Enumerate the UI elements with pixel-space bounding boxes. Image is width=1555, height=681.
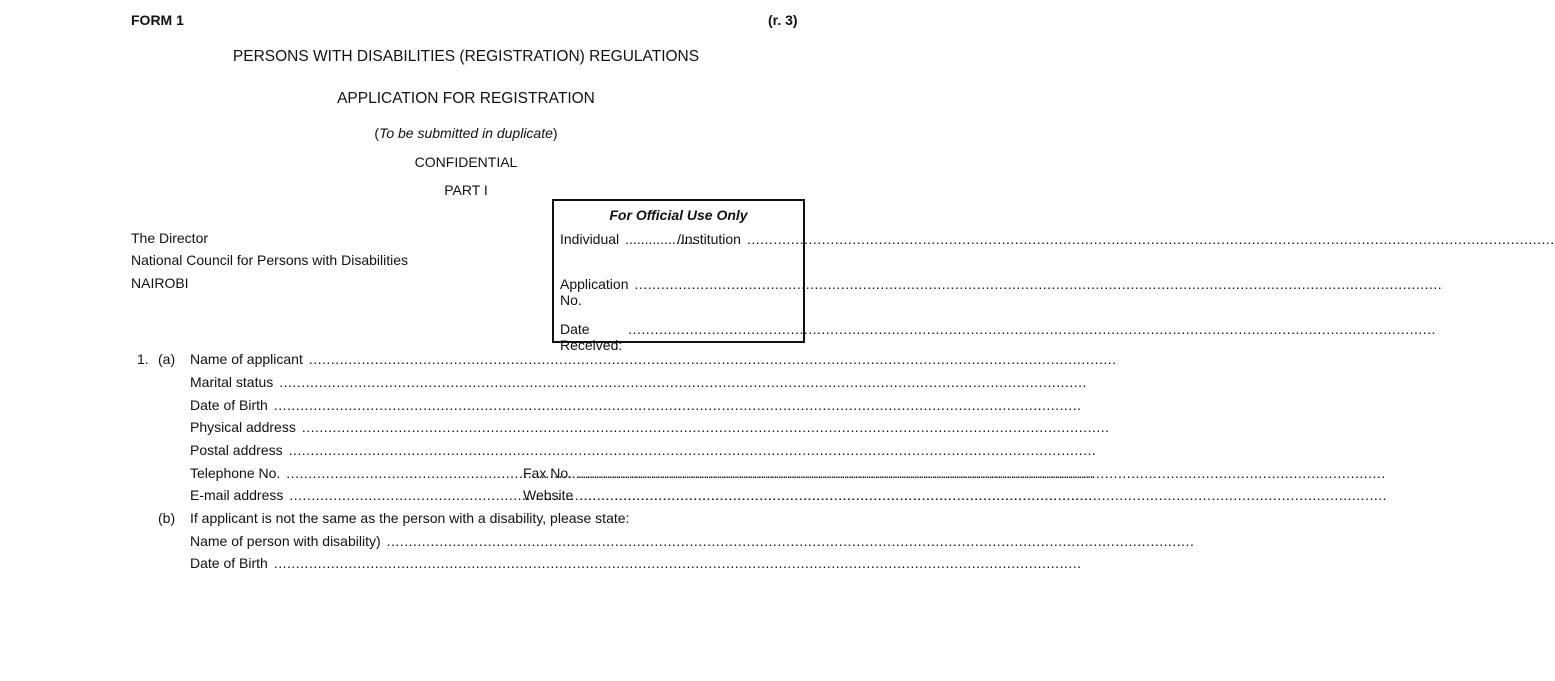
regulations-title-text: PERSONS WITH DISABILITIES (REGISTRATION) REGULATIONS	[232, 48, 700, 65]
disabled-person-name-label: Name of person with disability)	[190, 533, 381, 549]
individual-institution-row	[560, 231, 797, 247]
date-received-row	[560, 321, 797, 353]
note-close-paren: )	[552, 125, 558, 141]
application-title-text: APPLICATION FOR REGISTRATION	[337, 90, 595, 107]
institution-label: /Institution	[677, 231, 741, 247]
note-open-paren: (	[374, 125, 380, 141]
application-no-label: Application No.	[560, 276, 629, 308]
fax-label: Fax No.	[523, 465, 573, 481]
telephone-label: Telephone No.	[190, 465, 281, 481]
applicant-name-label: Name of applicant	[190, 351, 303, 367]
note-italic-text: To be submitted in duplicate	[379, 125, 553, 141]
part-b-instruction-row	[190, 510, 800, 526]
date-of-birth-row	[190, 397, 800, 413]
addressee-line-3: NAIROBI	[131, 275, 189, 291]
telephone-group	[190, 465, 517, 481]
regulations-title	[0, 48, 932, 66]
institution-field[interactable]	[747, 231, 1555, 247]
website-label: Website	[523, 487, 574, 503]
part-b-instruction: If applicant is not the same as the person with a disability, please state:	[190, 510, 630, 526]
website-group	[517, 487, 1387, 503]
disabled-person-name-field[interactable]	[387, 533, 1195, 549]
physical-address-row	[190, 419, 800, 435]
email-label: E-mail address	[190, 487, 284, 503]
date-of-birth-label: Date of Birth	[190, 397, 268, 413]
date-received-label: Date Received:	[560, 321, 623, 353]
addressee-line-1: The Director	[131, 230, 209, 246]
disabled-person-dob-row	[190, 555, 800, 571]
part-a-label: (a)	[158, 351, 176, 367]
section-number: 1.	[137, 351, 149, 367]
part-label	[0, 182, 932, 198]
marital-status-field[interactable]	[279, 374, 1087, 390]
rule-reference: (r. 3)	[768, 12, 798, 28]
email-website-row	[190, 487, 800, 503]
telephone-fax-row	[190, 465, 800, 481]
postal-address-label: Postal address	[190, 442, 283, 458]
physical-address-field[interactable]	[302, 419, 1110, 435]
application-title	[0, 90, 932, 108]
postal-address-field[interactable]	[289, 442, 1097, 458]
postal-address-row	[190, 442, 800, 458]
applicant-name-row	[190, 351, 800, 367]
form-label: FORM 1	[131, 12, 184, 28]
date-of-birth-field[interactable]	[274, 397, 1082, 413]
confidential-label	[0, 154, 932, 170]
fax-field[interactable]	[578, 465, 1386, 481]
confidential-text: CONFIDENTIAL	[414, 154, 518, 170]
individual-field[interactable]: ..................	[625, 231, 696, 247]
addressee-line-2: National Council for Persons with Disabilities	[131, 252, 409, 268]
physical-address-label: Physical address	[190, 419, 296, 435]
part-text: PART I	[444, 182, 488, 198]
marital-status-label: Marital status	[190, 374, 274, 390]
duplicate-note	[0, 125, 932, 141]
part-b-label: (b)	[158, 510, 176, 526]
official-use-title: For Official Use Only	[609, 207, 748, 223]
application-no-field[interactable]	[635, 276, 1443, 292]
disabled-person-dob-label: Date of Birth	[190, 555, 268, 571]
application-no-row	[560, 276, 797, 308]
official-use-box	[552, 199, 805, 353]
date-received-field[interactable]	[628, 321, 1436, 337]
individual-label: Individual	[560, 231, 620, 247]
applicant-name-field[interactable]	[309, 351, 1117, 367]
website-field[interactable]	[579, 487, 1387, 503]
fax-group	[517, 465, 1386, 481]
disabled-person-name-row	[190, 533, 800, 549]
marital-status-row	[190, 374, 800, 390]
email-group	[190, 487, 517, 503]
disabled-person-dob-field[interactable]	[274, 555, 1082, 571]
